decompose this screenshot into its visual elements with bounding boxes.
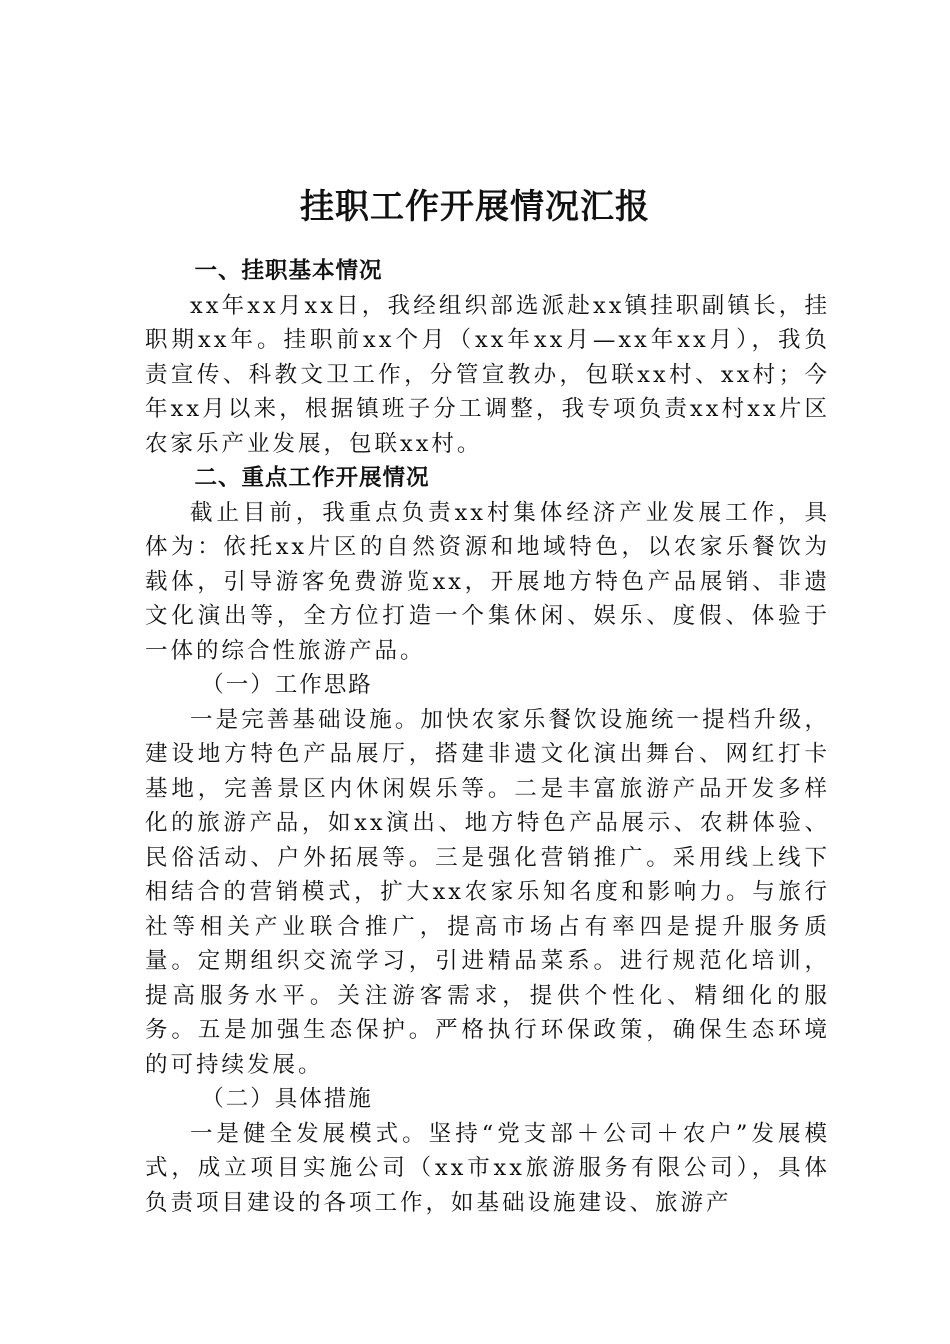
section-heading-basic-info: 一、挂职基本情况 <box>194 258 383 284</box>
subsection-heading-specific-measures: （二）具体措施 <box>201 1086 373 1112</box>
paragraph-work-approach: 一是完善基础设施。加快农家乐餐饮设施统一提档升级，建设地方特色产品展厅，搭建非遗文化演出舞台、网红打卡基地，完善景区内休闲娱乐等。二是丰富旅游产品开发多样化的旅游产品，如xx演出、地方特色产品展示、农耕体验、民俗活动、户外拓展等。三是强化营销推广。采用线上线下相结合的营销模式，扩大xx农家乐知名度和影响力。与旅行社等相关产业联合推广，提高市场占有率四是提升服务质量。定期组织交流学习，引进精品菜系。进行规范化培训，提高服务水平。关注游客需求，提供个性化、精细化的服务。五是加强生态保护。严格执行环保政策，确保生态环境的可持续发展。 <box>145 706 830 1078</box>
document-body <box>145 254 830 1220</box>
paragraph-specific-measures: 一是健全发展模式。坚持“党支部＋公司＋农户”发展模式，成立项目实施公司（xx市xx旅游服务有限公司），具体负责项目建设的各项工作，如基础设施建设、旅游产 <box>145 1120 830 1216</box>
subsection-heading-work-approach: （一）工作思路 <box>201 672 373 698</box>
document-title: 挂职工作开展情况汇报 <box>300 186 650 227</box>
paragraph-key-work: 截止目前，我重点负责xx村集体经济产业发展工作，具体为：依托xx片区的自然资源和地域特色，以农家乐餐饮为载体，引导游客免费游览xx，开展地方特色产品展销、非遗文化演出等，全方位打造一个集休闲、娱乐、度假、体验于一体的综合性旅游产品。 <box>145 499 830 664</box>
section-heading-key-work: 二、重点工作开展情况 <box>194 465 430 491</box>
paragraph-basic-info: xx年xx月xx日，我经组织部选派赴xx镇挂职副镇长，挂职期xx年。挂职前xx个月（xx年xx月—xx年xx月），我负责宣传、科教文卫工作，分管宣教办，包联xx村、xx村；今年xx月以来，根据镇班子分工调整，我专项负责xx村xx片区农家乐产业发展，包联xx村。 <box>145 292 830 457</box>
